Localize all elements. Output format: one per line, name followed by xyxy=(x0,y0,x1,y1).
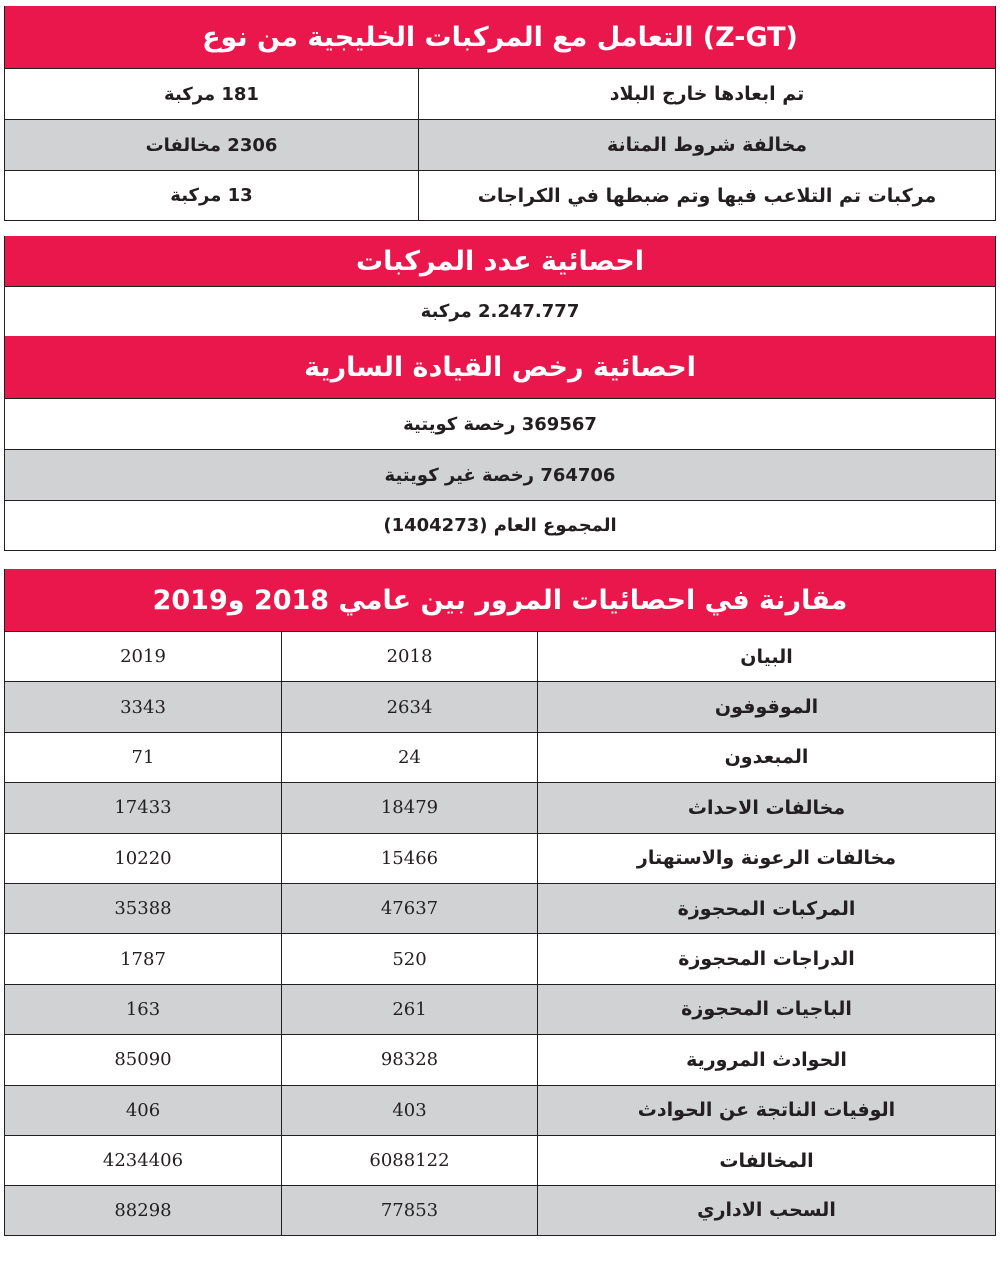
table-row xyxy=(4,1085,996,1135)
license-row-text: المجموع العام (1404273) xyxy=(383,515,617,536)
license-row-text: 369567 رخصة كويتية xyxy=(403,413,597,435)
vehicle-count-section xyxy=(4,236,996,336)
table-row xyxy=(4,833,996,883)
gulf-row-value-cell xyxy=(5,171,419,220)
value-2018: 261 xyxy=(282,985,538,1034)
gulf-row-value-cell xyxy=(5,69,419,119)
table-row xyxy=(4,1185,996,1235)
table-row xyxy=(4,732,996,782)
value-2019: 163 xyxy=(5,985,282,1034)
table-row xyxy=(4,170,996,221)
column-header-2018: 2018 xyxy=(282,632,538,681)
row-label: مخالفات الاحداث xyxy=(687,796,846,819)
gulf-row-label: تم ابعادها خارج البلاد xyxy=(609,83,805,105)
comparison-section xyxy=(4,569,996,1236)
value-2018: 24 xyxy=(282,733,538,782)
value-2019: 88298 xyxy=(5,1186,282,1234)
table-row xyxy=(4,883,996,933)
vehicle-count-value: 2.247.777 مركبة xyxy=(420,301,580,322)
column-header-label: البيان xyxy=(740,645,793,668)
gulf-row-value: 181 مركبة xyxy=(164,83,259,105)
license-row-text: 764706 رخصة غير كويتية xyxy=(384,464,616,486)
value-2019: 35388 xyxy=(5,884,282,933)
value-2018: 77853 xyxy=(282,1186,538,1234)
comparison-title: مقارنة في احصائيات المرور بين عامي 2018 و2019 xyxy=(4,569,996,631)
table-row xyxy=(4,782,996,832)
table-row xyxy=(4,119,996,170)
value-2018: 47637 xyxy=(282,884,538,933)
value-2018: 15466 xyxy=(282,834,538,883)
gulf-row-value: 13 مركبة xyxy=(170,185,253,206)
vehicle-count-title: احصائية عدد المركبات xyxy=(4,236,996,286)
row-label: الحوادث المرورية xyxy=(686,1048,847,1071)
row-label: السحب الاداري xyxy=(697,1199,836,1222)
gulf-vehicles-title: التعامل مع المركبات الخليجية من نوع (Z-GT) xyxy=(4,6,996,68)
value-2019: 3343 xyxy=(5,682,282,731)
vehicle-count-row xyxy=(4,286,996,336)
gulf-row-value: 2306 مخالفات xyxy=(145,134,278,156)
table-row xyxy=(4,398,996,449)
table-row xyxy=(4,500,996,551)
gulf-row-label: مركبات تم التلاعب فيها وتم ضبطها في الكراجات xyxy=(477,184,937,207)
value-2018: 403 xyxy=(282,1086,538,1135)
value-2018: 6088122 xyxy=(282,1136,538,1185)
value-2019: 406 xyxy=(5,1086,282,1135)
row-label: المركبات المحجوزة xyxy=(677,897,856,920)
table-row xyxy=(4,984,996,1034)
gulf-row-value-cell xyxy=(5,120,419,170)
value-2018: 98328 xyxy=(282,1035,538,1084)
value-2019: 1787 xyxy=(5,934,282,983)
row-label: الوفيات الناتجة عن الحوادث xyxy=(637,1099,896,1122)
gulf-row-label: مخالفة شروط المتانة xyxy=(606,134,808,156)
value-2019: 17433 xyxy=(5,783,282,832)
row-label: مخالفات الرعونة والاستهتار xyxy=(636,847,897,870)
value-2019: 71 xyxy=(5,733,282,782)
value-2018: 2634 xyxy=(282,682,538,731)
row-label: الدراجات المحجوزة xyxy=(678,948,855,971)
table-row xyxy=(4,933,996,983)
licenses-section xyxy=(4,336,996,551)
value-2018: 18479 xyxy=(282,783,538,832)
table-row xyxy=(4,449,996,500)
row-label: الموقوفون xyxy=(714,696,819,719)
table-header-row xyxy=(4,631,996,681)
value-2019: 4234406 xyxy=(5,1136,282,1185)
licenses-title: احصائية رخص القيادة السارية xyxy=(4,336,996,398)
row-label: الباجيات المحجوزة xyxy=(681,998,852,1021)
row-label: المخالفات xyxy=(719,1149,814,1172)
column-header-2019: 2019 xyxy=(5,632,282,681)
value-2018: 520 xyxy=(282,934,538,983)
value-2019: 85090 xyxy=(5,1035,282,1084)
table-row xyxy=(4,1135,996,1185)
row-label: المبعدون xyxy=(724,746,809,769)
table-row xyxy=(4,1034,996,1084)
table-row xyxy=(4,68,996,119)
table-row xyxy=(4,681,996,731)
value-2019: 10220 xyxy=(5,834,282,883)
gulf-vehicles-section xyxy=(4,6,996,221)
